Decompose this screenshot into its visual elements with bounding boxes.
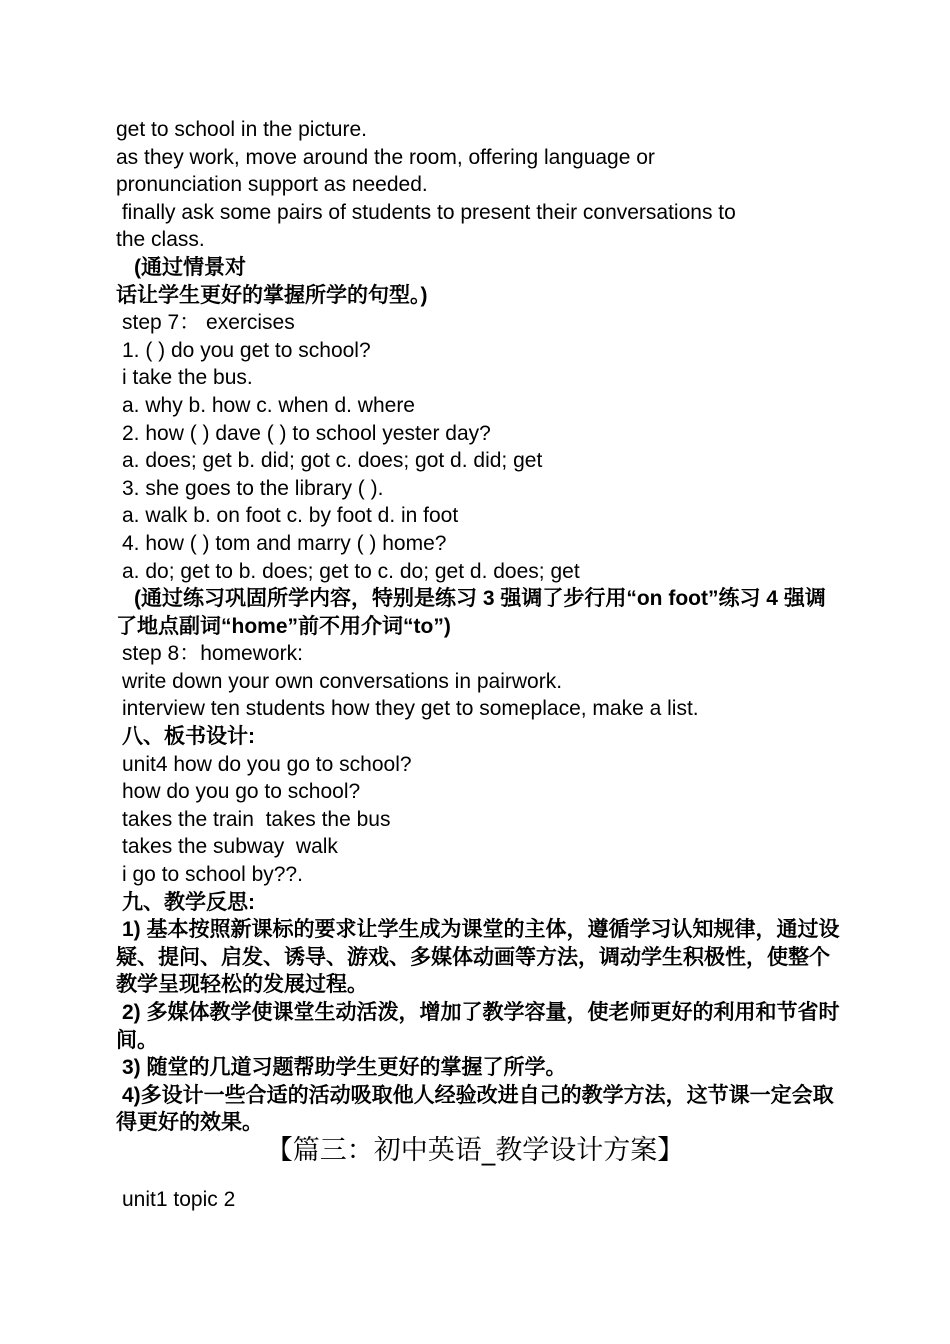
board-line: how do you go to school? [122, 780, 361, 804]
reflection-item: 1) 基本按照新课标的要求让学生成为课堂的主体，遵循学习认知规律，通过设疑、提问、启发、诱导、游戏、多媒体动画等方法，调动学生积极性，使整个教学呈现轻松的发展过程。 [116, 918, 840, 997]
section-heading: 八、板书设计: [122, 725, 255, 749]
text-line: as they work, move around the room, offering language or [116, 145, 655, 169]
step-heading: step 8：homework: [122, 642, 303, 666]
exercise-line: 2. how ( ) dave ( ) to school yester day? [122, 421, 491, 445]
board-line: i go to school by??. [122, 863, 303, 887]
topic-line: unit1 topic 2 [122, 1188, 236, 1211]
reflection-item: 3) 随堂的几道习题帮助学生更好的掌握了所学。 [122, 1056, 567, 1080]
reflection-item: 2) 多媒体教学使课堂生动活泼，增加了教学容量，使老师更好的利用和节省时间。 [116, 1001, 840, 1052]
text-line: the class. [116, 228, 205, 252]
board-line: unit4 how do you go to school? [122, 752, 412, 776]
text-line: interview ten students how they get to someplace, make a list. [122, 697, 699, 721]
text-line: pronunciation support as needed. [116, 173, 428, 197]
bold-note: (通过情景对 [134, 255, 246, 279]
exercise-line: a. does; get b. did; got c. does; got d. did; get [122, 449, 543, 473]
text-line: write down your own conversations in pairwork. [122, 669, 563, 693]
board-line: takes the train takes the bus [122, 807, 391, 831]
section-heading: 九、教学反思: [122, 890, 255, 914]
exercise-line: 4. how ( ) tom and marry ( ) home? [122, 531, 447, 555]
board-line: takes the subway walk [122, 835, 338, 859]
section-title: 【篇三：初中英语_教学设计方案】 [265, 1135, 685, 1166]
text-line: get to school in the picture. [116, 118, 367, 141]
exercise-line: a. do; get to b. does; get to c. do; get d. does; get [122, 559, 580, 583]
exercise-line: 1. ( ) do you get to school? [122, 338, 371, 362]
step-heading: step 7： exercises [122, 311, 295, 335]
exercise-line: a. why b. how c. when d. where [122, 393, 415, 417]
exercise-line: 3. she goes to the library ( ). [122, 476, 384, 500]
exercise-line: i take the bus. [122, 366, 253, 390]
document-body [116, 116, 841, 1137]
bold-note: 话让学生更好的掌握所学的句型。) [116, 283, 428, 307]
bold-note: (通过练习巩固所学内容，特别是练习 3 强调了步行用“on foot”练习 4 强调了地点副词“home”前不用介词“to”) [116, 587, 826, 638]
exercise-line: a. walk b. on foot c. by foot d. in foot [122, 504, 459, 528]
reflection-item: 4)多设计一些合适的活动吸取他人经验改进自己的教学方法，这节课一定会取得更好的效果。 [116, 1083, 834, 1135]
text-line: finally ask some pairs of students to present their conversations to [116, 200, 736, 224]
